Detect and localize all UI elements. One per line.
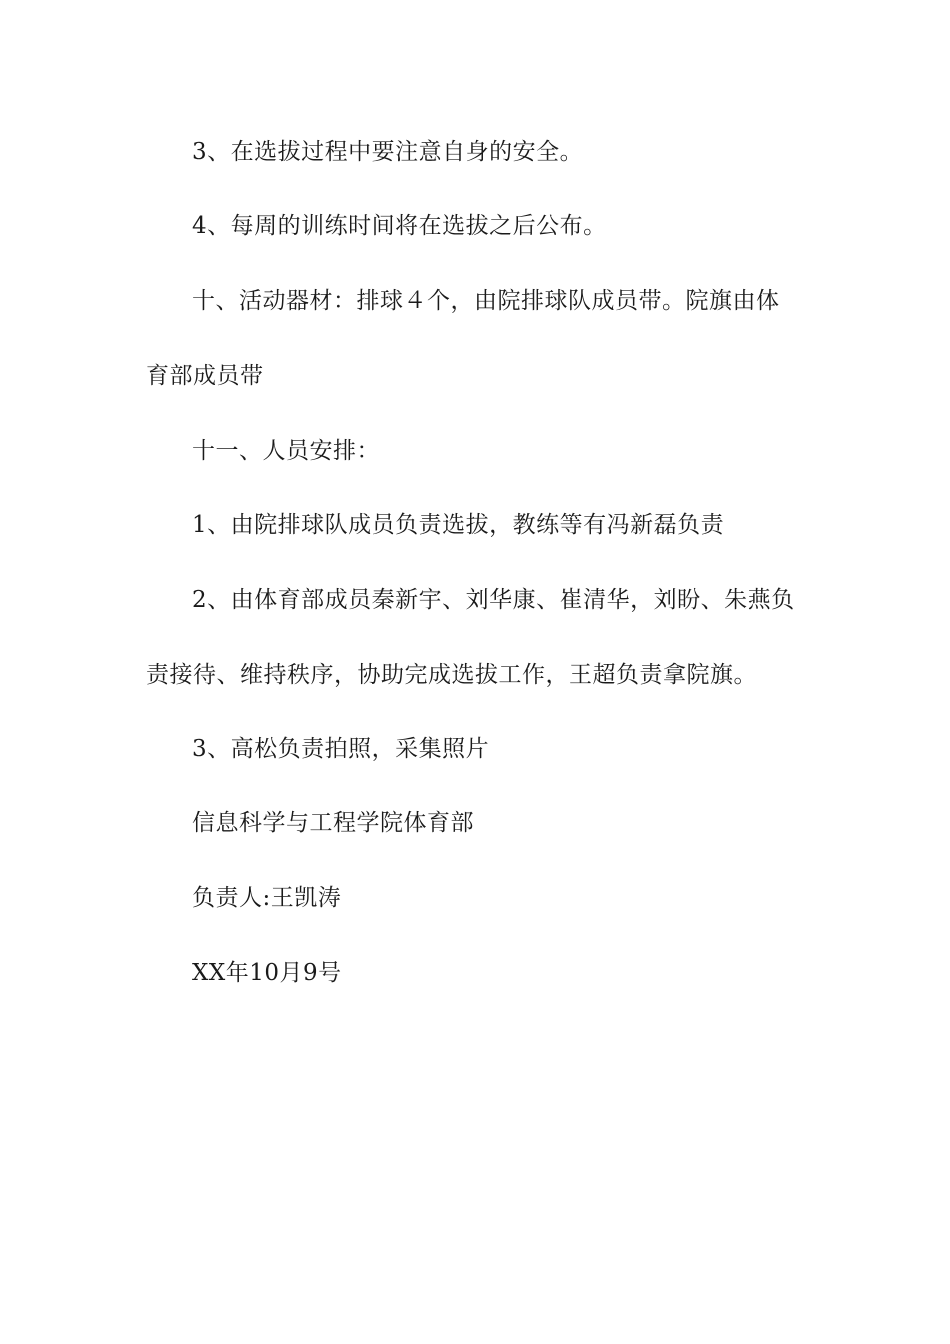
- safety-note: 3、在选拔过程中要注意自身的安全。: [192, 139, 584, 165]
- equipment-paragraph-line-1: 十、活动器材：排球４个，由院排球队成员带。院旗由体: [192, 288, 780, 314]
- equipment-paragraph-line-2: 育部成员带: [146, 363, 264, 389]
- staffing-item-2-line-2: 责接待、维持秩序，协助完成选拔工作，王超负责拿院旗。: [146, 662, 757, 688]
- training-time-note: 4、每周的训练时间将在选拔之后公布。: [192, 213, 607, 239]
- responsible-person: 负责人:王凯涛: [192, 885, 342, 911]
- organization-name: 信息科学与工程学院体育部: [192, 810, 474, 836]
- staffing-item-1: 1、由院排球队成员负责选拔，教练等有冯新磊负责: [192, 512, 725, 538]
- staffing-item-3: 3、高松负责拍照，采集照片: [192, 736, 490, 762]
- document-date: XX年10月9号: [192, 960, 342, 986]
- staffing-heading: 十一、人员安排：: [192, 438, 380, 464]
- staffing-item-2-line-1: 2、由体育部成员秦新宇、刘华康、崔清华，刘盼、朱燕负: [192, 587, 795, 613]
